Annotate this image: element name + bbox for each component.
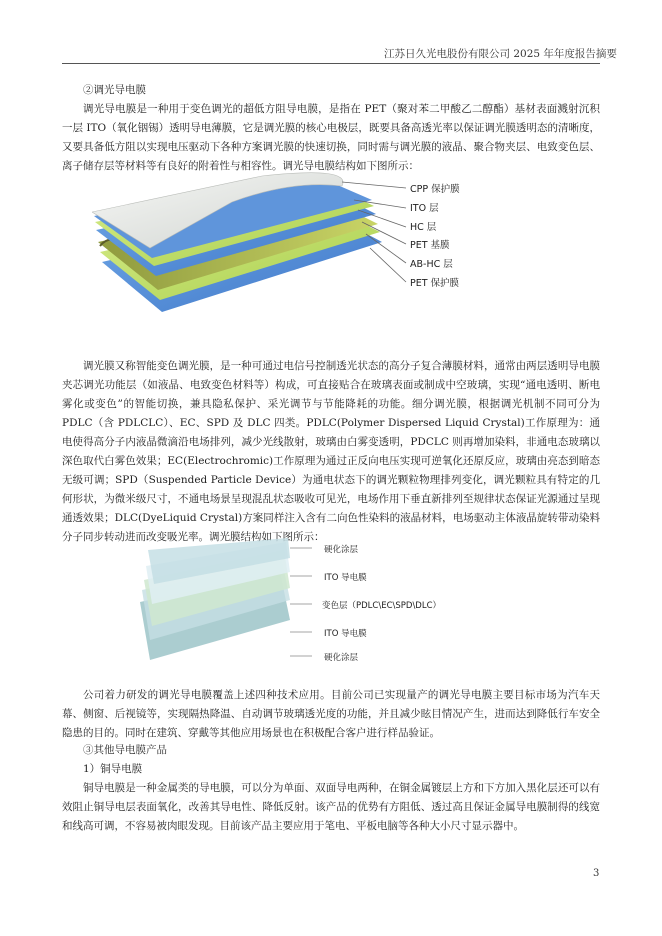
label-pet-protective: PET 保护膜 xyxy=(410,278,460,289)
label-pet-base: PET 基膜 xyxy=(410,240,450,251)
paragraph-dimming-film-intro: 调光导电膜是一种用于变色调光的超低方阻导电膜，是指在 PET（聚对苯二甲酸乙二醇酯）基材表面溅射沉积一层 ITO（氧化铟锡）透明导电薄膜，它是调光膜的核心电极层，既要具备高透光率以保证调光膜透明态的清晰度，又要具备低方阻以实现电压驱动下各种方案调光膜的快速切换，同时需与调光膜的液晶、聚合物夹层、电致变色层、离子储存层等材料等有良好的附着性与相容性。调光导电膜结构如下图所示： xyxy=(62,103,600,172)
header-rule xyxy=(62,63,600,64)
label-ito: ITO 层 xyxy=(410,203,439,214)
figure-dimming-structure xyxy=(140,538,470,670)
page-number: 3 xyxy=(593,868,600,879)
label-ito-bottom: ITO 导电膜 xyxy=(324,629,367,639)
figure-dimming-film-structure xyxy=(92,172,482,324)
label-ab-hc: AB-HC 层 xyxy=(410,259,453,270)
label-hard-coat-bottom: 硬化涂层 xyxy=(324,653,359,663)
section-title-other-films: ③其他导电膜产品 xyxy=(83,744,167,756)
label-hc: HC 层 xyxy=(410,222,437,233)
section-title-copper-film: 1）铜导电膜 xyxy=(83,763,143,775)
label-hard-coat-top: 硬化涂层 xyxy=(324,545,359,555)
label-ito-top: ITO 导电膜 xyxy=(324,573,367,583)
paragraph-company-applications: 公司着力研发的调光导电膜覆盖上述四种技术应用。目前公司已实现量产的调光导电膜主要目标市场为汽车天幕、侧窗、后视镜等，实现隔热降温、自动调节玻璃透光度的功能，并且减少眩目情况产生，进而达到降低行车安全隐患的目的。同时在建筑、穿戴等其他应用场景也在积极配合客户进行样品验证。 xyxy=(62,689,600,739)
label-color-change: 变色层（PDLC\EC\SPD\DLC） xyxy=(322,601,442,611)
paragraph-dimming-film-types: 调光膜又称智能变色调光膜，是一种可通过电信号控制透光状态的高分子复合薄膜材料，通常由两层透明导电膜夹芯调光功能层（如液晶、电致变色材料等）构成，可直接贴合在玻璃表面或制成中空玻璃，实现“通电透明、断电雾化或变色”的智能切换，兼具隐私保护、采光调节与节能降耗的功能。细分调光膜，根据调光机制不同可分为 PDLC（含 PDLCLC）、EC、SPD 及 DLC 四类。PDLC(Polymer Dispersed Liquid Crystal)工作原理为：通电使得高分子内液晶微滴沿电场排列，减少光线散射，玻璃由白雾变透明，PDCLC 则再增加染料，非通电态玻璃以深色取代白雾色效果；EC(Electrochromic)工作原理为通过正反向电压实现可逆氧化还原反应，玻璃由亮态到暗态无级可调；SPD（Suspended Particle Device）为通电状态下的调光颗粒物理排列变化，调光颗粒具有特定的几何形状，为微米级尺寸，不通电场景呈现混乱状态吸收可见光，电场作用下垂直新排列至规律状态保证光源通过呈现通透效果；DLC(DyeLiquid Crystal)方案同样注入含有二向色性染料的液晶材料，电场驱动主体液晶旋转带动染料分子同步转动进而改变吸光率。调光膜结构如下图所示： xyxy=(62,360,601,543)
label-cpp: CPP 保护膜 xyxy=(410,184,460,195)
section-title-dimming-film: ②调光导电膜 xyxy=(83,84,146,96)
page-header: 江苏日久光电股份有限公司 2025 年年度报告摘要 xyxy=(384,48,617,60)
paragraph-copper-film: 铜导电膜是一种金属类的导电膜，可以分为单面、双面导电两种，在铜金属镀层上方和下方加入黑化层还可以有效阻止铜导电层表面氧化，改善其导电性、降低反射。该产品的优势有方阻低、透过高且保证金属导电膜制得的线宽和线高可调，不容易被肉眼发现。目前该产品主要应用于笔电、平板电脑等各种大小尺寸显示器中。 xyxy=(62,782,600,832)
